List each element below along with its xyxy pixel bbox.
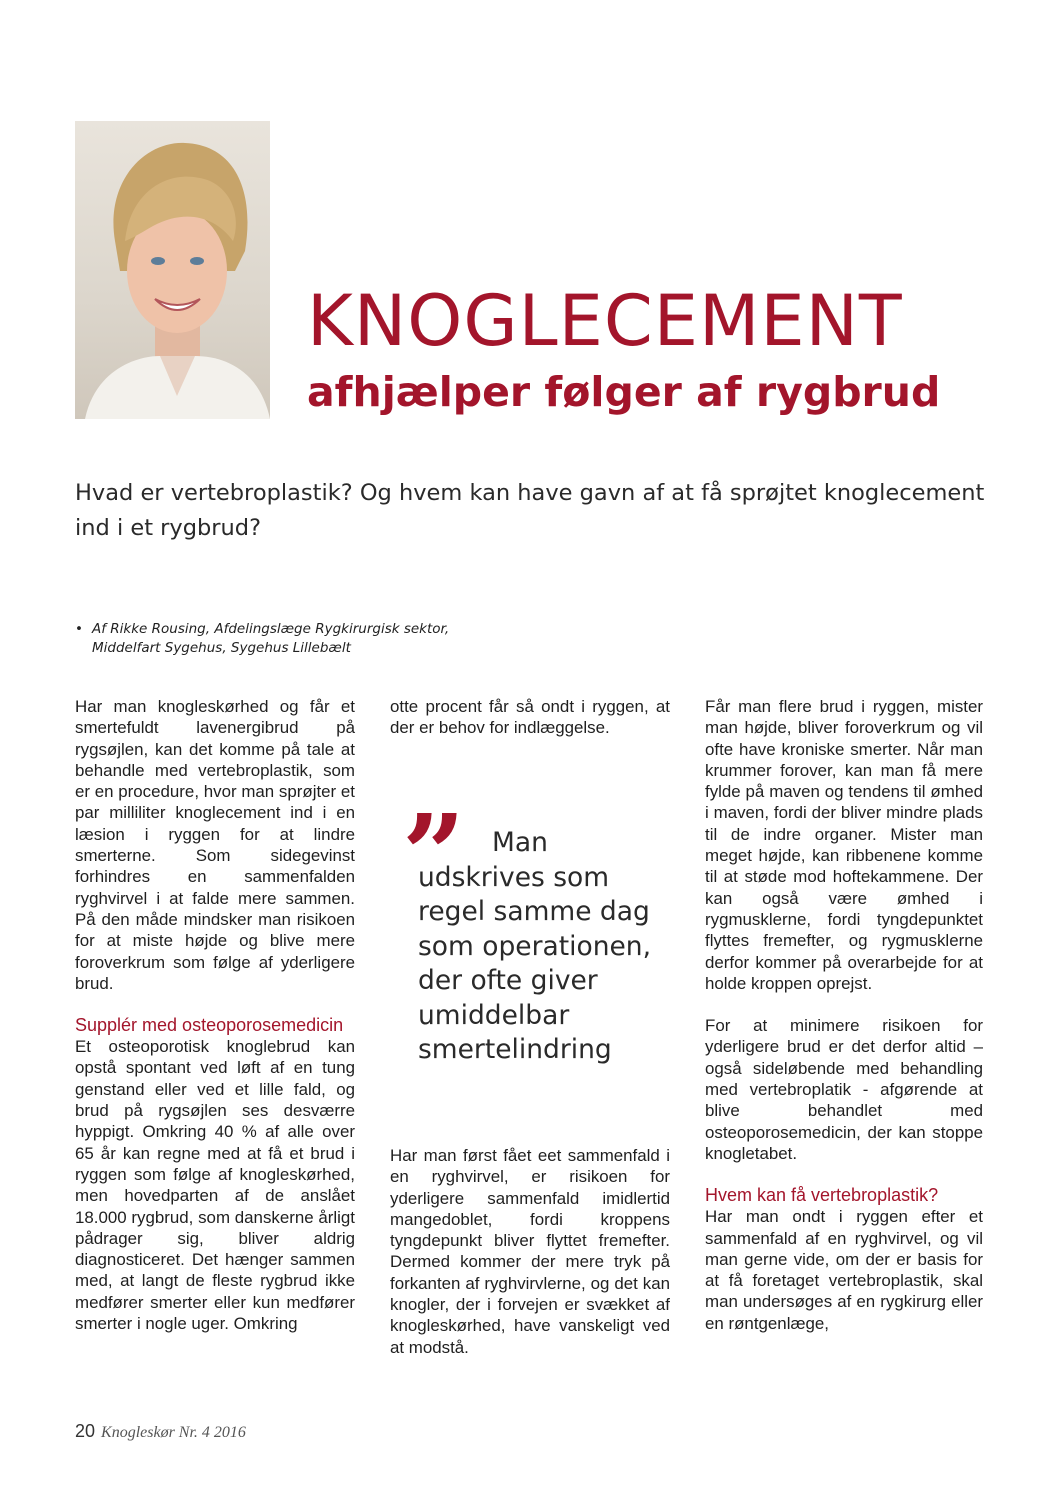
author-photo bbox=[75, 121, 270, 419]
col3-paragraph-2: For at minimere risikoen for yderligere brud er det derfor altid – også sideløbende med behandling med vertebroplatik - afgørende at blive behandlet med osteoporosemedicin, der kan stoppe knogletabet. bbox=[705, 1016, 983, 1163]
col3-paragraph-3: Har man ondt i ryggen efter et sammenfald af en ryghvirvel, og vil man gerne vide, om der er basis for at få foretaget vertebroplastik, skal man undersøges af en rygkirurg eller en røntgenlæge, bbox=[705, 1207, 983, 1333]
col3-paragraph-1: Får man flere brud i ryggen, mister man højde, bliver foroverkrum og vil ofte have kroniske smerter. Når man krummer forover, kan man få mere fylde på maven og tendens til ømhed i maven, fordi der bliver mindre plads til de indre organer. Mister man meget højde, kan ribbenene komme til at støde mod hoftekammene. Der kan også være ømhed i rygmusklerne, fordi tyngdepunktet flyttes fremefter, og rygmusklerne derfor kommer på overarbejde for at holde kroppen oprejst. bbox=[705, 697, 983, 993]
col3-heading: Hvem kan få vertebroplastik? bbox=[705, 1185, 939, 1206]
col1-heading: Supplér med osteoporosemedicin bbox=[75, 1015, 344, 1036]
col2-paragraph-2: Har man først fået eet sammenfald i en ryghvirvel, er risikoen for yderligere sammenfald imidlertid mangedoblet, fordi kroppens tyngdepunkt bliver flyttet fremefter. Dermed kommer der mere tryk på forkanten af ryghvirvlerne, og det kan knogler, der i forvejen er svækket af knogleskørhed, have vanskeligt ved at modstå. bbox=[390, 1146, 670, 1357]
col1-paragraph-2: Et osteoporotisk knoglebrud kan opstå spontant ved løft af en tung genstand eller ved et lille fald, og brud på rygsøjlen ses desværre hyppigt. Omkring 40 % af alle over 65 år kan regne med at få et brud i ryggen som følge af knogleskørhed, men hovedparten af de anslået 18.000 rygbrud, som danskerne årligt pådrager sig, bliver aldrig diagnosticeret. Det hænger sammen med, at langt de fleste rygbrud ikke medfører smerter eller kun medfører smerter i nogle uger. Omkring bbox=[75, 1037, 355, 1334]
pull-quote-text: Man udskrives som regel samme dag som operationen, der ofte giver umiddelbar smertelindring bbox=[418, 827, 652, 1065]
byline-bullet: • bbox=[75, 621, 83, 637]
page-number: 20 bbox=[75, 1421, 96, 1441]
lead-paragraph: Hvad er vertebroplastik? Og hvem kan have gavn af at få sprøjtet knoglecement ind i et rygbrud? bbox=[75, 480, 985, 541]
article-subtitle: afhjælper følger af rygbrud bbox=[307, 368, 941, 416]
byline bbox=[75, 620, 595, 658]
col2-paragraph-1: otte procent får så ondt i ryggen, at der er behov for indlæggelse. bbox=[390, 697, 670, 738]
column-2 bbox=[390, 696, 670, 739]
article-title: KNOGLECEMENT bbox=[307, 280, 903, 362]
byline-line-1: Af Rikke Rousing, Afdelingslæge Rygkirurgisk sektor, bbox=[92, 621, 450, 637]
column-3 bbox=[705, 696, 983, 1334]
byline-line-2: Middelfart Sygehus, Sygehus Lillebælt bbox=[92, 640, 351, 656]
column-1 bbox=[75, 696, 355, 1334]
col1-paragraph-1: Har man knogleskørhed og får et smertefuldt lavenergibrud på rygsøjlen, kan det komme på tale at behandle med vertebroplastik, som er en procedure, hvor man sprøjter et par milliliter knoglecement ind i en læsion i ryggen for at lindre smerterne. Som sidegevinst forhindres en sammenfalden ryghvirvel i at falde mere sammen. På den måde mindsker man risikoen for at miste højde og blive mere foroverkrum som følge af yderligere brud. bbox=[75, 697, 355, 993]
page-footer bbox=[75, 1421, 246, 1442]
quote-mark-icon: ” bbox=[402, 790, 466, 919]
magazine-issue: Knogleskør Nr. 4 2016 bbox=[101, 1424, 246, 1441]
column-2-lower bbox=[390, 1145, 670, 1358]
portrait-icon bbox=[75, 121, 270, 419]
